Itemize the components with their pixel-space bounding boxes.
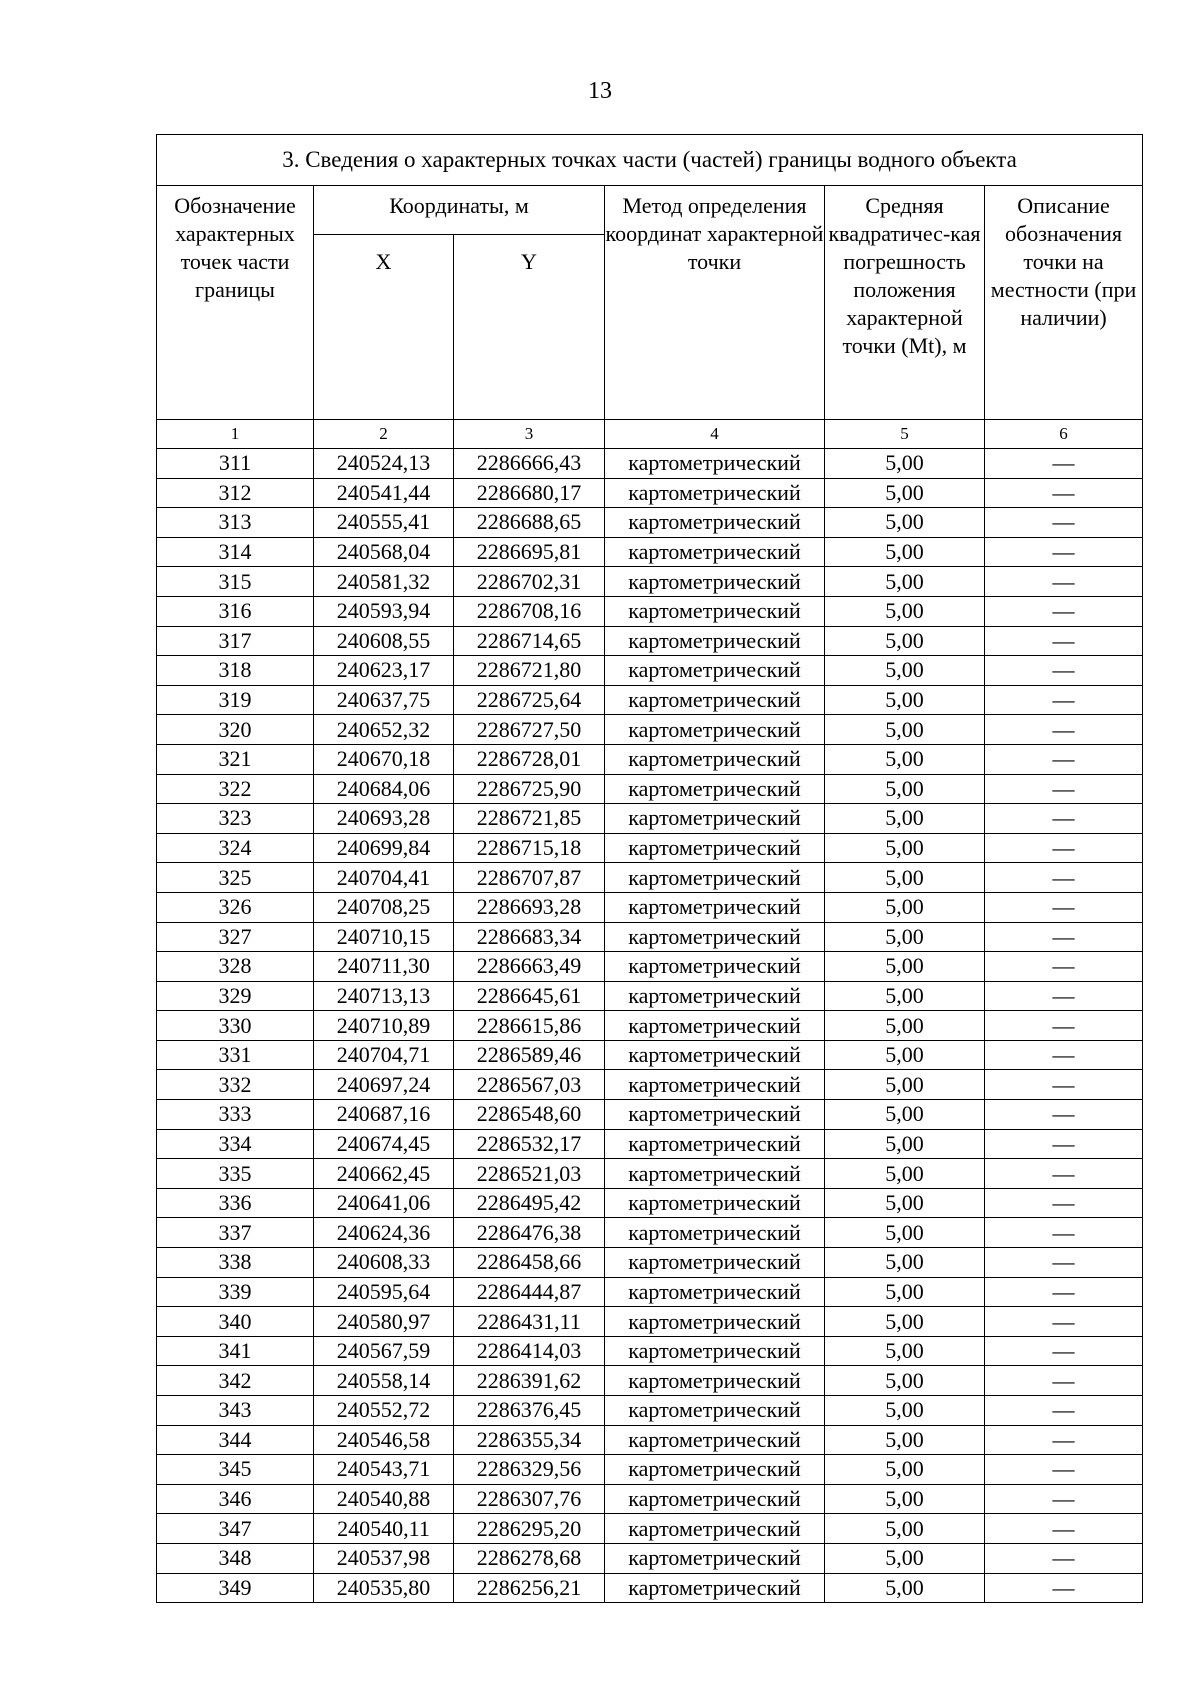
description-cell: — xyxy=(985,508,1143,538)
y-cell: 2286680,17 xyxy=(454,478,605,508)
y-cell: 2286715,18 xyxy=(454,833,605,863)
point-id-cell: 314 xyxy=(157,537,314,567)
description-cell: — xyxy=(985,567,1143,597)
table-title: 3. Сведения о характерных точках части (частей) границы водного объекта xyxy=(157,135,1143,186)
point-id-cell: 343 xyxy=(157,1396,314,1426)
point-id-cell: 337 xyxy=(157,1218,314,1248)
point-id-cell: 342 xyxy=(157,1366,314,1396)
y-cell: 2286414,03 xyxy=(454,1336,605,1366)
boundary-points-table xyxy=(156,134,1143,1603)
method-cell: картометрический xyxy=(605,744,825,774)
description-cell: — xyxy=(985,1188,1143,1218)
error-cell: 5,00 xyxy=(825,1573,985,1603)
point-id-cell: 316 xyxy=(157,596,314,626)
table-row xyxy=(157,1070,1143,1100)
point-id-cell: 347 xyxy=(157,1514,314,1544)
x-cell: 240540,11 xyxy=(314,1514,454,1544)
error-cell: 5,00 xyxy=(825,1188,985,1218)
x-cell: 240687,16 xyxy=(314,1100,454,1130)
y-cell: 2286567,03 xyxy=(454,1070,605,1100)
point-id-cell: 317 xyxy=(157,626,314,656)
header-method: Метод определения координат характерной точки xyxy=(605,186,825,420)
description-cell: — xyxy=(985,715,1143,745)
point-id-cell: 321 xyxy=(157,744,314,774)
point-id-cell: 324 xyxy=(157,833,314,863)
error-cell: 5,00 xyxy=(825,1277,985,1307)
method-cell: картометрический xyxy=(605,1100,825,1130)
y-cell: 2286683,34 xyxy=(454,922,605,952)
table-row xyxy=(157,1159,1143,1189)
method-cell: картометрический xyxy=(605,715,825,745)
point-id-cell: 330 xyxy=(157,1011,314,1041)
table-row xyxy=(157,1514,1143,1544)
method-cell: картометрический xyxy=(605,833,825,863)
x-cell: 240624,36 xyxy=(314,1218,454,1248)
y-cell: 2286391,62 xyxy=(454,1366,605,1396)
x-cell: 240543,71 xyxy=(314,1455,454,1485)
table-row xyxy=(157,1129,1143,1159)
x-cell: 240637,75 xyxy=(314,685,454,715)
method-cell: картометрический xyxy=(605,656,825,686)
y-cell: 2286548,60 xyxy=(454,1100,605,1130)
table-row xyxy=(157,804,1143,834)
error-cell: 5,00 xyxy=(825,596,985,626)
description-cell: — xyxy=(985,774,1143,804)
header-error: Средняя квадратичес-кая погрешность положения характерной точки (Mt), м xyxy=(825,186,985,420)
method-cell: картометрический xyxy=(605,804,825,834)
x-cell: 240535,80 xyxy=(314,1573,454,1603)
point-id-cell: 326 xyxy=(157,892,314,922)
point-id-cell: 338 xyxy=(157,1248,314,1278)
method-cell: картометрический xyxy=(605,1396,825,1426)
description-cell: — xyxy=(985,804,1143,834)
method-cell: картометрический xyxy=(605,892,825,922)
error-cell: 5,00 xyxy=(825,1425,985,1455)
y-cell: 2286256,21 xyxy=(454,1573,605,1603)
table-row xyxy=(157,567,1143,597)
method-cell: картометрический xyxy=(605,863,825,893)
error-cell: 5,00 xyxy=(825,1040,985,1070)
method-cell: картометрический xyxy=(605,1248,825,1278)
error-cell: 5,00 xyxy=(825,1011,985,1041)
point-id-cell: 336 xyxy=(157,1188,314,1218)
point-id-cell: 313 xyxy=(157,508,314,538)
table-row xyxy=(157,1573,1143,1603)
y-cell: 2286714,65 xyxy=(454,626,605,656)
point-id-cell: 333 xyxy=(157,1100,314,1130)
error-cell: 5,00 xyxy=(825,1218,985,1248)
table-row xyxy=(157,1248,1143,1278)
y-cell: 2286278,68 xyxy=(454,1543,605,1573)
point-id-cell: 349 xyxy=(157,1573,314,1603)
table-row xyxy=(157,685,1143,715)
y-cell: 2286708,16 xyxy=(454,596,605,626)
error-cell: 5,00 xyxy=(825,478,985,508)
point-id-cell: 311 xyxy=(157,449,314,479)
method-cell: картометрический xyxy=(605,478,825,508)
error-cell: 5,00 xyxy=(825,1336,985,1366)
y-cell: 2286521,03 xyxy=(454,1159,605,1189)
page-number: 13 xyxy=(588,78,612,104)
y-cell: 2286693,28 xyxy=(454,892,605,922)
method-cell: картометрический xyxy=(605,1425,825,1455)
x-cell: 240546,58 xyxy=(314,1425,454,1455)
error-cell: 5,00 xyxy=(825,567,985,597)
column-number: 4 xyxy=(605,420,825,449)
point-id-cell: 341 xyxy=(157,1336,314,1366)
error-cell: 5,00 xyxy=(825,1100,985,1130)
description-cell: — xyxy=(985,537,1143,567)
error-cell: 5,00 xyxy=(825,1159,985,1189)
error-cell: 5,00 xyxy=(825,892,985,922)
error-cell: 5,00 xyxy=(825,1543,985,1573)
x-cell: 240674,45 xyxy=(314,1129,454,1159)
point-id-cell: 339 xyxy=(157,1277,314,1307)
point-id-cell: 319 xyxy=(157,685,314,715)
x-cell: 240713,13 xyxy=(314,981,454,1011)
description-cell: — xyxy=(985,449,1143,479)
column-number: 5 xyxy=(825,420,985,449)
description-cell: — xyxy=(985,656,1143,686)
table-row xyxy=(157,596,1143,626)
point-id-cell: 348 xyxy=(157,1543,314,1573)
description-cell: — xyxy=(985,833,1143,863)
point-id-cell: 322 xyxy=(157,774,314,804)
method-cell: картометрический xyxy=(605,1159,825,1189)
x-cell: 240670,18 xyxy=(314,744,454,774)
y-cell: 2286307,76 xyxy=(454,1484,605,1514)
x-cell: 240608,33 xyxy=(314,1248,454,1278)
header-coordinates: Координаты, м xyxy=(314,186,605,235)
method-cell: картометрический xyxy=(605,1307,825,1337)
method-cell: картометрический xyxy=(605,685,825,715)
method-cell: картометрический xyxy=(605,596,825,626)
method-cell: картометрический xyxy=(605,1218,825,1248)
table-row xyxy=(157,656,1143,686)
method-cell: картометрический xyxy=(605,1573,825,1603)
x-cell: 240524,13 xyxy=(314,449,454,479)
description-cell: — xyxy=(985,1040,1143,1070)
table-row xyxy=(157,715,1143,745)
point-id-cell: 334 xyxy=(157,1129,314,1159)
method-cell: картометрический xyxy=(605,952,825,982)
header-x: X xyxy=(314,235,454,420)
table-row xyxy=(157,1100,1143,1130)
point-id-cell: 323 xyxy=(157,804,314,834)
table-row xyxy=(157,1484,1143,1514)
description-cell: — xyxy=(985,1070,1143,1100)
x-cell: 240662,45 xyxy=(314,1159,454,1189)
point-id-cell: 327 xyxy=(157,922,314,952)
table-row xyxy=(157,537,1143,567)
y-cell: 2286645,61 xyxy=(454,981,605,1011)
x-cell: 240541,44 xyxy=(314,478,454,508)
description-cell: — xyxy=(985,1100,1143,1130)
description-cell: — xyxy=(985,1307,1143,1337)
method-cell: картометрический xyxy=(605,537,825,567)
point-id-cell: 335 xyxy=(157,1159,314,1189)
method-cell: картометрический xyxy=(605,1129,825,1159)
y-cell: 2286532,17 xyxy=(454,1129,605,1159)
method-cell: картометрический xyxy=(605,1336,825,1366)
method-cell: картометрический xyxy=(605,981,825,1011)
error-cell: 5,00 xyxy=(825,449,985,479)
x-cell: 240623,17 xyxy=(314,656,454,686)
y-cell: 2286431,11 xyxy=(454,1307,605,1337)
y-cell: 2286376,45 xyxy=(454,1396,605,1426)
point-id-cell: 344 xyxy=(157,1425,314,1455)
method-cell: картометрический xyxy=(605,1366,825,1396)
table-row xyxy=(157,833,1143,863)
description-cell: — xyxy=(985,1396,1143,1426)
description-cell: — xyxy=(985,1455,1143,1485)
description-cell: — xyxy=(985,1218,1143,1248)
description-cell: — xyxy=(985,1129,1143,1159)
table-row xyxy=(157,1396,1143,1426)
table-row xyxy=(157,1011,1143,1041)
table-row xyxy=(157,1455,1143,1485)
x-cell: 240704,41 xyxy=(314,863,454,893)
x-cell: 240581,32 xyxy=(314,567,454,597)
description-cell: — xyxy=(985,981,1143,1011)
column-number: 1 xyxy=(157,420,314,449)
x-cell: 240608,55 xyxy=(314,626,454,656)
description-cell: — xyxy=(985,1159,1143,1189)
point-id-cell: 318 xyxy=(157,656,314,686)
error-cell: 5,00 xyxy=(825,715,985,745)
table-row xyxy=(157,1543,1143,1573)
error-cell: 5,00 xyxy=(825,981,985,1011)
table-row xyxy=(157,744,1143,774)
table-row xyxy=(157,774,1143,804)
method-cell: картометрический xyxy=(605,1277,825,1307)
point-id-cell: 329 xyxy=(157,981,314,1011)
description-cell: — xyxy=(985,1011,1143,1041)
point-id-cell: 325 xyxy=(157,863,314,893)
table-row xyxy=(157,449,1143,479)
y-cell: 2286444,87 xyxy=(454,1277,605,1307)
error-cell: 5,00 xyxy=(825,508,985,538)
error-cell: 5,00 xyxy=(825,1248,985,1278)
x-cell: 240697,24 xyxy=(314,1070,454,1100)
description-cell: — xyxy=(985,744,1143,774)
point-id-cell: 340 xyxy=(157,1307,314,1337)
table-row xyxy=(157,508,1143,538)
x-cell: 240693,28 xyxy=(314,804,454,834)
description-cell: — xyxy=(985,685,1143,715)
error-cell: 5,00 xyxy=(825,744,985,774)
error-cell: 5,00 xyxy=(825,1455,985,1485)
error-cell: 5,00 xyxy=(825,1366,985,1396)
x-cell: 240595,64 xyxy=(314,1277,454,1307)
error-cell: 5,00 xyxy=(825,1396,985,1426)
y-cell: 2286721,85 xyxy=(454,804,605,834)
header-y: Y xyxy=(454,235,605,420)
point-id-cell: 332 xyxy=(157,1070,314,1100)
error-cell: 5,00 xyxy=(825,1070,985,1100)
y-cell: 2286355,34 xyxy=(454,1425,605,1455)
description-cell: — xyxy=(985,626,1143,656)
point-id-cell: 312 xyxy=(157,478,314,508)
header-description: Описание обозначения точки на местности (при наличии) xyxy=(985,186,1143,420)
method-cell: картометрический xyxy=(605,1011,825,1041)
table-row xyxy=(157,981,1143,1011)
description-cell: — xyxy=(985,922,1143,952)
y-cell: 2286725,90 xyxy=(454,774,605,804)
description-cell: — xyxy=(985,892,1143,922)
error-cell: 5,00 xyxy=(825,952,985,982)
error-cell: 5,00 xyxy=(825,833,985,863)
y-cell: 2286666,43 xyxy=(454,449,605,479)
table-row xyxy=(157,952,1143,982)
table-row xyxy=(157,626,1143,656)
table-row xyxy=(157,1336,1143,1366)
error-cell: 5,00 xyxy=(825,1484,985,1514)
error-cell: 5,00 xyxy=(825,922,985,952)
method-cell: картометрический xyxy=(605,922,825,952)
error-cell: 5,00 xyxy=(825,1514,985,1544)
point-id-cell: 345 xyxy=(157,1455,314,1485)
error-cell: 5,00 xyxy=(825,685,985,715)
method-cell: картометрический xyxy=(605,1514,825,1544)
x-cell: 240593,94 xyxy=(314,596,454,626)
error-cell: 5,00 xyxy=(825,774,985,804)
y-cell: 2286721,80 xyxy=(454,656,605,686)
point-id-cell: 315 xyxy=(157,567,314,597)
x-cell: 240711,30 xyxy=(314,952,454,982)
description-cell: — xyxy=(985,478,1143,508)
x-cell: 240684,06 xyxy=(314,774,454,804)
table-row xyxy=(157,1218,1143,1248)
table-row xyxy=(157,1040,1143,1070)
x-cell: 240537,98 xyxy=(314,1543,454,1573)
error-cell: 5,00 xyxy=(825,1129,985,1159)
description-cell: — xyxy=(985,1573,1143,1603)
y-cell: 2286615,86 xyxy=(454,1011,605,1041)
x-cell: 240708,25 xyxy=(314,892,454,922)
column-number: 6 xyxy=(985,420,1143,449)
error-cell: 5,00 xyxy=(825,626,985,656)
y-cell: 2286727,50 xyxy=(454,715,605,745)
table-row xyxy=(157,1277,1143,1307)
point-id-cell: 328 xyxy=(157,952,314,982)
description-cell: — xyxy=(985,1543,1143,1573)
y-cell: 2286476,38 xyxy=(454,1218,605,1248)
error-cell: 5,00 xyxy=(825,1307,985,1337)
error-cell: 5,00 xyxy=(825,804,985,834)
y-cell: 2286707,87 xyxy=(454,863,605,893)
table-row xyxy=(157,863,1143,893)
x-cell: 240558,14 xyxy=(314,1366,454,1396)
method-cell: картометрический xyxy=(605,1070,825,1100)
method-cell: картометрический xyxy=(605,567,825,597)
description-cell: — xyxy=(985,1248,1143,1278)
method-cell: картометрический xyxy=(605,508,825,538)
table-row xyxy=(157,922,1143,952)
description-cell: — xyxy=(985,596,1143,626)
y-cell: 2286589,46 xyxy=(454,1040,605,1070)
header-designation: Обозначение характерных точек части границы xyxy=(157,186,314,420)
y-cell: 2286458,66 xyxy=(454,1248,605,1278)
table-row xyxy=(157,1366,1143,1396)
table-row xyxy=(157,892,1143,922)
description-cell: — xyxy=(985,1366,1143,1396)
y-cell: 2286725,64 xyxy=(454,685,605,715)
y-cell: 2286728,01 xyxy=(454,744,605,774)
y-cell: 2286695,81 xyxy=(454,537,605,567)
x-cell: 240540,88 xyxy=(314,1484,454,1514)
method-cell: картометрический xyxy=(605,1484,825,1514)
error-cell: 5,00 xyxy=(825,656,985,686)
x-cell: 240641,06 xyxy=(314,1188,454,1218)
table-row xyxy=(157,1307,1143,1337)
table-row xyxy=(157,478,1143,508)
description-cell: — xyxy=(985,1277,1143,1307)
x-cell: 240568,04 xyxy=(314,537,454,567)
method-cell: картометрический xyxy=(605,626,825,656)
y-cell: 2286663,49 xyxy=(454,952,605,982)
description-cell: — xyxy=(985,1425,1143,1455)
y-cell: 2286295,20 xyxy=(454,1514,605,1544)
x-cell: 240710,15 xyxy=(314,922,454,952)
method-cell: картометрический xyxy=(605,449,825,479)
description-cell: — xyxy=(985,863,1143,893)
method-cell: картометрический xyxy=(605,1188,825,1218)
table-row xyxy=(157,1425,1143,1455)
method-cell: картометрический xyxy=(605,1040,825,1070)
method-cell: картометрический xyxy=(605,1455,825,1485)
y-cell: 2286495,42 xyxy=(454,1188,605,1218)
y-cell: 2286702,31 xyxy=(454,567,605,597)
method-cell: картометрический xyxy=(605,774,825,804)
column-number: 3 xyxy=(454,420,605,449)
x-cell: 240652,32 xyxy=(314,715,454,745)
x-cell: 240704,71 xyxy=(314,1040,454,1070)
x-cell: 240710,89 xyxy=(314,1011,454,1041)
point-id-cell: 320 xyxy=(157,715,314,745)
description-cell: — xyxy=(985,952,1143,982)
x-cell: 240699,84 xyxy=(314,833,454,863)
x-cell: 240552,72 xyxy=(314,1396,454,1426)
y-cell: 2286329,56 xyxy=(454,1455,605,1485)
table-row xyxy=(157,1188,1143,1218)
x-cell: 240555,41 xyxy=(314,508,454,538)
method-cell: картометрический xyxy=(605,1543,825,1573)
point-id-cell: 346 xyxy=(157,1484,314,1514)
description-cell: — xyxy=(985,1336,1143,1366)
column-number-row xyxy=(157,420,1143,449)
x-cell: 240580,97 xyxy=(314,1307,454,1337)
description-cell: — xyxy=(985,1484,1143,1514)
column-number: 2 xyxy=(314,420,454,449)
x-cell: 240567,59 xyxy=(314,1336,454,1366)
error-cell: 5,00 xyxy=(825,863,985,893)
y-cell: 2286688,65 xyxy=(454,508,605,538)
description-cell: — xyxy=(985,1514,1143,1544)
point-id-cell: 331 xyxy=(157,1040,314,1070)
error-cell: 5,00 xyxy=(825,537,985,567)
table-body xyxy=(157,449,1143,1603)
